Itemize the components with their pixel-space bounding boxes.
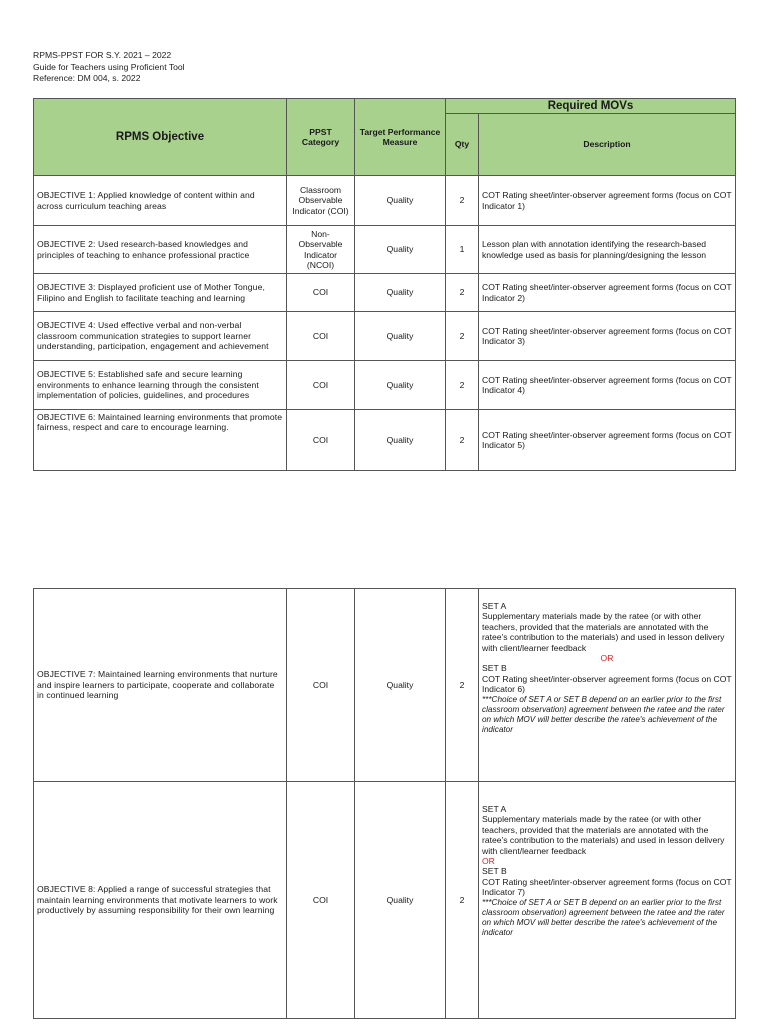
description-cell: COT Rating sheet/inter-observer agreement forms (focus on COT Indicator 1) (479, 176, 736, 226)
qty-cell: 2 (446, 589, 479, 782)
col-header-target: Target Performance Measure (355, 99, 446, 176)
choice-note: ***Choice of SET A or SET B depend on an earlier prior to the first classroom observation) agreement between the ratee and the rater on which MOV will better describe the ratee's achievement of the indicator (482, 897, 725, 938)
table-row (34, 312, 736, 361)
ppst-cell: COI (287, 589, 355, 782)
description-cell: COT Rating sheet/inter-observer agreement forms (focus on COT Indicator 4) (479, 361, 736, 410)
qty-cell: 2 (446, 274, 479, 312)
table-row (34, 589, 736, 782)
objective-cell: OBJECTIVE 1: Applied knowledge of content within and across curriculum teaching areas (34, 176, 287, 226)
col-header-description: Description (479, 114, 736, 176)
choice-note: ***Choice of SET A or SET B depend on an earlier prior to the first classroom observation) agreement between the ratee and the rater on which MOV will better describe the ratee's achievement of the indicator (482, 694, 725, 735)
table-row (34, 226, 736, 274)
target-cell: Quality (355, 589, 446, 782)
ppst-cell: Classroom Observable Indicator (COI) (287, 176, 355, 226)
description-cell: COT Rating sheet/inter-observer agreement forms (focus on COT Indicator 5) (479, 410, 736, 471)
qty-cell: 2 (446, 782, 479, 1019)
set-a-label: SET A (482, 804, 507, 814)
qty-cell: 2 (446, 410, 479, 471)
objective-cell: OBJECTIVE 4: Used effective verbal and non-verbal classroom communication strategies to support learner understanding, participation, engagement and achievement (34, 312, 287, 361)
header-guide: Guide for Teachers using Proficient Tool (33, 61, 185, 72)
ppst-cell: COI (287, 361, 355, 410)
or-label: OR (482, 856, 495, 867)
ppst-cell: COI (287, 312, 355, 361)
table-row (34, 274, 736, 312)
ppst-cell: Non-Observable Indicator (NCOI) (287, 226, 355, 274)
objective-cell: OBJECTIVE 7: Maintained learning environments that nurture and inspire learners to participate, cooperate and collaborate in continued learning (34, 589, 287, 782)
target-cell: Quality (355, 410, 446, 471)
ppst-cell: COI (287, 410, 355, 471)
header-reference: Reference: DM 004, s. 2022 (33, 73, 141, 83)
ppst-cell: COI (287, 782, 355, 1019)
description-cell (479, 782, 736, 1019)
objective-cell: OBJECTIVE 5: Established safe and secure learning environments to enhance learning through the consistent implementation of policies, guidelines, and procedures (34, 361, 287, 410)
objective-cell: OBJECTIVE 2: Used research-based knowledges and principles of teaching to enhance professional practice (34, 226, 287, 274)
col-header-movs: Required MOVs (446, 99, 736, 114)
set-b-label: SET B (482, 866, 507, 877)
target-cell: Quality (355, 361, 446, 410)
ppst-cell: COI (287, 274, 355, 312)
target-cell: Quality (355, 782, 446, 1019)
objective-cell: OBJECTIVE 3: Displayed proficient use of Mother Tongue, Filipino and English to facilitate teaching and learning (34, 274, 287, 312)
target-cell: Quality (355, 226, 446, 274)
col-header-ppst: PPST Category (287, 99, 355, 176)
table-row (34, 176, 736, 226)
target-cell: Quality (355, 274, 446, 312)
col-header-objective: RPMS Objective (34, 99, 287, 176)
objective-cell: OBJECTIVE 8: Applied a range of successful strategies that maintain learning environments that motivate learners to work productively by assuming responsibility for their own learning (34, 782, 287, 1019)
qty-cell: 1 (446, 226, 479, 274)
table-row (34, 782, 736, 1019)
set-a-text: Supplementary materials made by the ratee (or with other teachers, provided that the materials are annotated with the ratee's contribution to the materials) and used in lesson delivery with client/learner feedback (482, 611, 725, 653)
description-cell: COT Rating sheet/inter-observer agreement forms (focus on COT Indicator 3) (479, 312, 736, 361)
target-cell: Quality (355, 312, 446, 361)
set-b-label: SET B (482, 663, 507, 674)
description-cell (479, 589, 736, 782)
table-row (34, 410, 736, 471)
target-cell: Quality (355, 176, 446, 226)
qty-cell: 2 (446, 361, 479, 410)
qty-cell: 2 (446, 176, 479, 226)
qty-cell: 2 (446, 312, 479, 361)
document-header (33, 50, 185, 85)
set-b-text: COT Rating sheet/inter-observer agreement forms (focus on COT Indicator 6) (482, 673, 732, 695)
set-a-label: SET A (482, 601, 507, 611)
or-label: OR (600, 653, 614, 664)
col-header-qty: Qty (446, 114, 479, 176)
table-row (34, 361, 736, 410)
mov-table-1 (33, 98, 736, 471)
objective-cell: OBJECTIVE 6: Maintained learning environments that promote fairness, respect and care to encourage learning. (34, 410, 287, 471)
mov-table-2 (33, 588, 736, 1019)
set-b-text: COT Rating sheet/inter-observer agreement forms (focus on COT Indicator 7) (482, 876, 732, 898)
header-title: RPMS-PPST FOR S.Y. 2021 – 2022 (33, 50, 172, 60)
description-cell: COT Rating sheet/inter-observer agreement forms (focus on COT Indicator 2) (479, 274, 736, 312)
set-a-text: Supplementary materials made by the ratee (or with other teachers, provided that the materials are annotated with the ratee's contribution to the materials) and used in lesson delivery with client/learner feedback (482, 814, 725, 856)
description-cell: Lesson plan with annotation identifying the research-based knowledge used as basis for planning/designing the lesson (479, 226, 736, 274)
